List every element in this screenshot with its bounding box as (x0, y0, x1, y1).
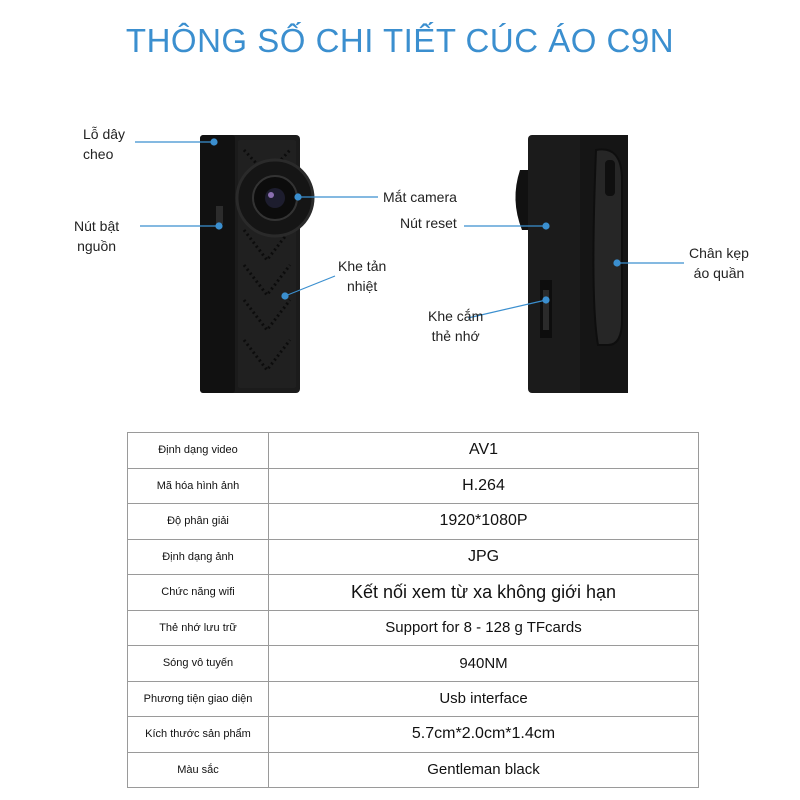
spec-value: Support for 8 - 128 g TFcards (269, 610, 699, 646)
spec-value: Kết nối xem từ xa không giới hạn (269, 575, 699, 611)
callout-khe-cam-the-nho: Khe cắm thẻ nhớ (428, 308, 484, 344)
spec-label: Chức năng wifi (128, 575, 269, 611)
table-row (128, 504, 699, 540)
spec-label: Kích thước sản phẩm (128, 717, 269, 753)
table-row (128, 468, 699, 504)
table-row (128, 681, 699, 717)
spec-value: 940NM (269, 646, 699, 682)
callout-mat-camera: Mắt camera (383, 189, 457, 205)
spec-value: JPG (269, 539, 699, 575)
table-row (128, 539, 699, 575)
spec-label: Định dạng ảnh (128, 539, 269, 575)
spec-label: Sóng vô tuyến (128, 646, 269, 682)
spec-value: 1920*1080P (269, 504, 699, 540)
table-row (128, 646, 699, 682)
spec-label: Phương tiện giao diện (128, 681, 269, 717)
callout-nut-bat-nguon: Nút bật nguồn (74, 218, 120, 254)
callout-chan-kep-ao-quan: Chân kẹp áo quần (689, 245, 749, 281)
spec-label: Màu sắc (128, 752, 269, 788)
table-row (128, 752, 699, 788)
spec-value: Usb interface (269, 681, 699, 717)
spec-value: Gentleman black (269, 752, 699, 788)
spec-label: Thẻ nhớ lưu trữ (128, 610, 269, 646)
table-row (128, 433, 699, 469)
spec-value: AV1 (269, 433, 699, 469)
spec-label: Định dạng video (128, 433, 269, 469)
callout-lo-day-cheo: Lỗ dây cheo (83, 126, 126, 162)
spec-table (127, 432, 699, 788)
spec-label: Độ phân giải (128, 504, 269, 540)
table-row (128, 717, 699, 753)
callout-nut-reset: Nút reset (400, 215, 457, 231)
page-title: THÔNG SỐ CHI TIẾT CÚC ÁO C9N (125, 22, 675, 59)
spec-value: H.264 (269, 468, 699, 504)
device-back (515, 135, 628, 393)
spec-value: 5.7cm*2.0cm*1.4cm (269, 717, 699, 753)
spec-label: Mã hóa hình ảnh (128, 468, 269, 504)
table-row (128, 575, 699, 611)
callout-khe-tan-nhiet: Khe tản nhiệt (338, 258, 387, 294)
device-front (200, 135, 313, 393)
table-row (128, 610, 699, 646)
